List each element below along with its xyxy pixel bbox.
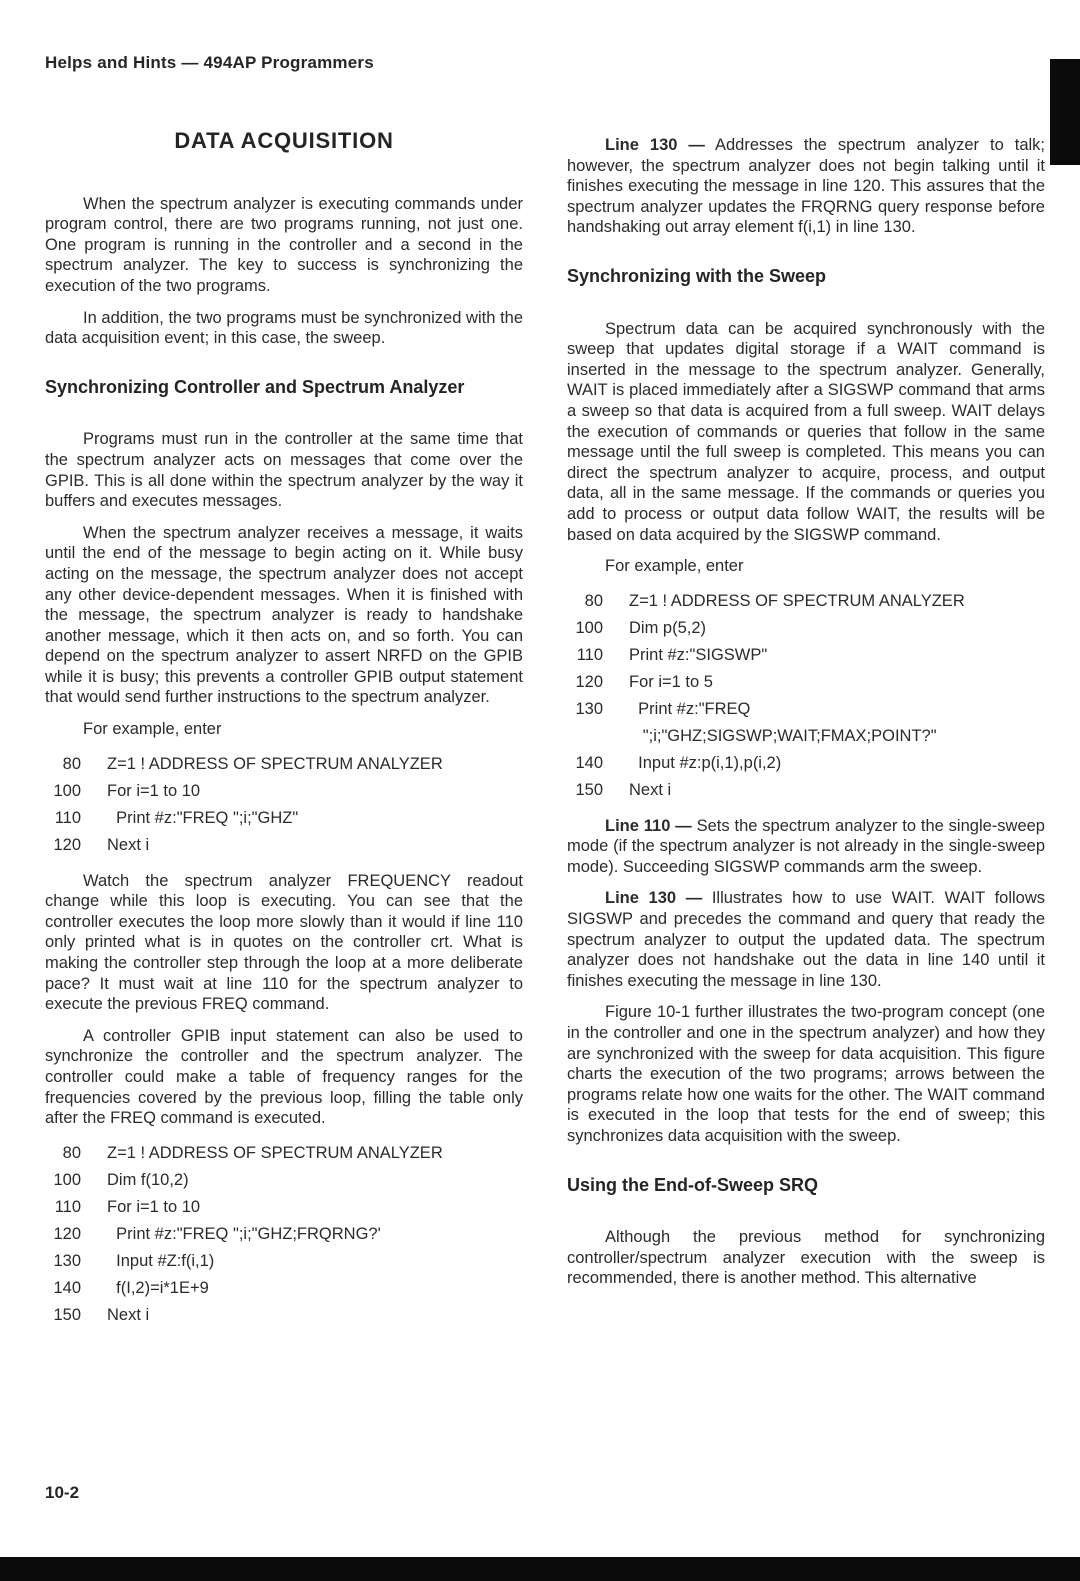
code-line-text: Print #z:"FREQ ";i;"GHZ": [107, 808, 299, 827]
paragraph: A controller GPIB input statement can also be used to synchronize the controller and the spectrum analyzer. The controller could make a table of frequency ranges for the frequencies covered by the previous loop, filling the table only after the FREQ command is executed.: [45, 1026, 523, 1128]
code-line: [567, 642, 1045, 669]
code-line: [45, 1275, 523, 1302]
code-line: [45, 1167, 523, 1194]
paragraph-lead: Line 110 —: [605, 816, 692, 835]
code-line-number: 80: [62, 754, 81, 773]
paragraph: [567, 888, 1045, 991]
paragraph: Programs must run in the controller at the same time that the spectrum analyzer acts on messages that come over the GPIB. This is all done within the spectrum analyzer by the way it buffers and executes messages.: [45, 430, 523, 511]
paragraph-text: Illustrates how to use WAIT. WAIT follows SIGSWP and precedes the command and query that ready the spectrum analyzer to output the updated data. The spectrum analyzer does not handshake out the data in line 140 until it finishes executing the message in line 130.: [567, 889, 1046, 990]
code-line-number: 120: [53, 835, 81, 854]
left-column: [45, 128, 523, 1341]
code-line-number: 140: [575, 753, 603, 772]
section-heading: Using the End-of-Sweep SRQ: [567, 1174, 819, 1195]
code-line-number: 110: [54, 1197, 81, 1216]
paragraph: Spectrum data can be acquired synchronously with the sweep that updates digital storage if a WAIT command is inserted in the message to the spectrum analyzer. Generally, WAIT is placed immediately after a SIGSWP command that arms a sweep so that data is acquired from a full sweep. WAIT delays the execution of commands or queries that follow in the same message until the full sweep is completed. This means you can direct the spectrum analyzer to acquire, process, and output data, all in the same message. If the commands or queries you add to process or output data follow WAIT, the results will be based on data acquired by the SIGSWP command.: [567, 319, 1045, 544]
code-line-text: Print #z:"SIGSWP": [629, 645, 768, 664]
code-line-number: 150: [575, 780, 603, 799]
code-line-number: 110: [54, 808, 81, 827]
code-line-text: Print #z:"FREQ: [629, 699, 751, 718]
code-line-number: [567, 723, 603, 750]
paragraph: In addition, the two programs must be synchronized with the data acquisition event; in this case, the sweep.: [45, 308, 523, 348]
scan-artifact-bar: [1050, 59, 1080, 165]
code-line: [567, 588, 1045, 615]
code-line: [45, 1194, 523, 1221]
code-listing: [45, 751, 523, 859]
code-line-number: 120: [53, 1224, 81, 1243]
code-line-number: 80: [584, 591, 603, 610]
code-line: [567, 723, 1045, 750]
code-line: [45, 1248, 523, 1275]
code-line-text: Z=1 ! ADDRESS OF SPECTRUM ANALYZER: [107, 754, 443, 773]
right-column: [567, 131, 1045, 1341]
paragraph-text: Sets the spectrum analyzer to the single-sweep mode (if the spectrum analyzer is not already in the single-sweep mode). Succeeding SIGSWP commands arm the sweep.: [567, 816, 1045, 876]
paragraph: For example, enter: [83, 720, 222, 739]
article-title: DATA ACQUISITION: [174, 128, 394, 153]
code-line-text: For i=1 to 10: [107, 1197, 201, 1216]
code-line-text: For i=1 to 10: [107, 781, 201, 800]
code-line-number: 120: [575, 672, 603, 691]
code-line: [45, 832, 523, 859]
code-line-text: Input #z:p(i,1),p(i,2): [629, 753, 782, 772]
code-listing: [567, 588, 1045, 804]
code-line-text: Dim p(5,2): [629, 618, 707, 637]
code-listing: [45, 1140, 523, 1329]
code-line: [567, 669, 1045, 696]
code-line-text: Next i: [629, 780, 672, 799]
code-line-number: 150: [53, 1305, 81, 1324]
section-heading: Synchronizing with the Sweep: [567, 265, 827, 286]
paragraph: Figure 10-1 further illustrates the two-program concept (one in the controller and one in the spectrum analyzer) and how they are synchronized with the sweep for data acquisition. This figure charts the execution of the two programs; arrows between the programs relate how one waits for the other. The WAIT command is executed in the loop that tests for the end of sweep; this synchronizes data acquisition with the sweep.: [567, 1003, 1045, 1145]
code-line: [567, 750, 1045, 777]
code-line-text: Z=1 ! ADDRESS OF SPECTRUM ANALYZER: [629, 591, 965, 610]
code-line: [567, 615, 1045, 642]
code-line-number: 100: [53, 1170, 81, 1189]
code-line: [45, 751, 523, 778]
code-line-text: ";i;"GHZ;SIGSWP;WAIT;FMAX;POINT?": [629, 726, 937, 745]
code-line: [45, 1140, 523, 1167]
code-line-text: f(I,2)=i*1E+9: [107, 1278, 209, 1297]
code-line: [567, 696, 1045, 723]
code-line-text: Next i: [107, 1305, 150, 1324]
code-line-text: Dim f(10,2): [107, 1170, 189, 1189]
code-line: [45, 1302, 523, 1329]
paragraph: [567, 135, 1045, 238]
code-line-number: 110: [576, 645, 603, 664]
paragraph: For example, enter: [605, 557, 744, 576]
code-line-text: Next i: [107, 835, 150, 854]
code-line-text: Print #z:"FREQ ";i;"GHZ;FRQRNG?': [107, 1224, 381, 1243]
section-heading: Synchronizing Controller and Spectrum Analyzer: [45, 376, 465, 397]
paragraph: When the spectrum analyzer is executing commands under program control, there are two programs running, not just one. One program is running in the controller and a second in the spectrum analyzer. The key to success is synchronizing the execution of the two programs.: [45, 194, 523, 295]
code-line-number: 130: [53, 1251, 81, 1270]
paragraph-lead: Line 130 —: [605, 136, 705, 154]
page-number: 10-2: [45, 1483, 80, 1502]
paragraph: When the spectrum analyzer receives a message, it waits until the end of the message to begin acting on it. While busy acting on the message, the spectrum analyzer does not accept any other device-dependent messages. When it is finished with the message, the spectrum analyzer is ready to handshake another message, which it then acts on, and so forth. You can depend on the spectrum analyzer to assert NRFD on the GPIB while it is busy; this prevents a controller GPIB output statement that would send further instructions to the spectrum analyzer.: [45, 523, 523, 707]
code-line-number: 130: [575, 699, 603, 718]
code-line-text: Input #Z:f(i,1): [107, 1251, 215, 1270]
paragraph-text: Addresses the spectrum analyzer to talk; however, the spectrum analyzer does not begin talking until it finishes executing the message in line 120. This assures that the spectrum analyzer updates the FRQRNG query response before handshaking out array element f(i,1) in line 130.: [567, 136, 1045, 237]
paragraph-lead: Line 130 —: [605, 889, 703, 908]
code-line-text: Z=1 ! ADDRESS OF SPECTRUM ANALYZER: [107, 1143, 443, 1162]
code-line-text: For i=1 to 5: [629, 672, 713, 691]
code-line-number: 140: [53, 1278, 81, 1297]
paragraph: Watch the spectrum analyzer FREQUENCY readout change while this loop is executing. You can see that the controller executes the loop more slowly than it would if line 110 only printed what is in quotes on the controller crt. What is making the controller step through the loop at a more deliberate pace? It must wait at line 110 for the spectrum analyzer to execute the previous FREQ command.: [45, 871, 523, 1014]
paragraph: [567, 816, 1045, 878]
code-line: [45, 1221, 523, 1248]
code-line: [45, 805, 523, 832]
code-line-number: 80: [62, 1143, 81, 1162]
scan-artifact-bar: [0, 1557, 1080, 1581]
two-column-layout: [0, 128, 1080, 1341]
code-line-number: 100: [575, 618, 603, 637]
code-line: [45, 778, 523, 805]
code-line: [567, 777, 1045, 804]
code-line-number: 100: [53, 781, 81, 800]
running-header: Helps and Hints — 494AP Programmers: [45, 53, 374, 72]
paragraph: Although the previous method for synchronizing controller/spectrum analyzer execution with the sweep is recommended, there is another method. This alternative: [567, 1228, 1045, 1288]
